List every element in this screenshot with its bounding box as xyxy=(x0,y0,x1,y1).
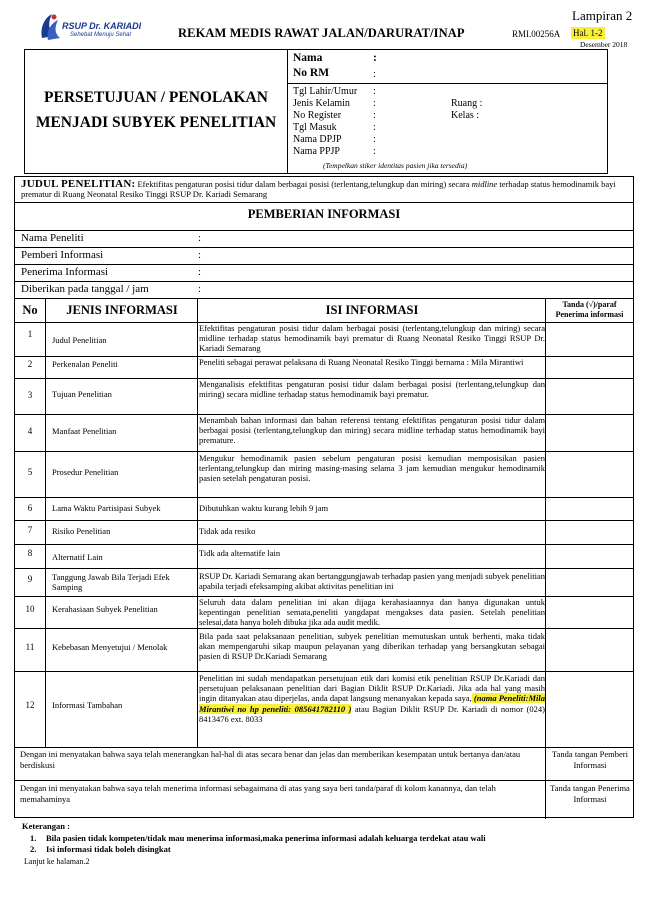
pemberi-informasi-colon: : xyxy=(198,249,202,261)
divider xyxy=(15,671,633,672)
divider xyxy=(15,281,633,282)
penerima-informasi-colon: : xyxy=(198,266,202,278)
row-no: 10 xyxy=(25,604,35,614)
id-colon: : xyxy=(373,98,376,109)
id-colon: : xyxy=(373,134,376,145)
col-line xyxy=(45,298,46,747)
id-nama-colon: : xyxy=(373,52,377,64)
statement-penerima: Dengan ini menyatakan bahwa saya telah menerima informasi sebagaimana di atas yang saya beri tanda/paraf di kolom kanannya, dan telah memahaminya xyxy=(20,783,496,804)
judul-label: JUDUL PENELITIAN: xyxy=(21,178,136,190)
col-tanda-header-line1: Tanda (√)/paraf xyxy=(562,300,617,309)
col-tanda-header xyxy=(546,300,633,320)
divider xyxy=(15,497,633,498)
keterangan-item xyxy=(30,844,171,854)
row-jenis: Kerahasiaan Subyek Penelitian xyxy=(52,604,158,614)
divider xyxy=(15,298,633,299)
main-form xyxy=(14,176,634,818)
row-no: 6 xyxy=(27,503,33,513)
id-colon: : xyxy=(373,110,376,121)
divider xyxy=(15,264,633,265)
row-no: 1 xyxy=(27,329,33,339)
id-ruang: Ruang : xyxy=(451,98,483,109)
consent-title-line2: MENJADI SUBYEK PENELITIAN xyxy=(35,114,277,131)
row-isi: Menambah bahan informasi dan bahan referensi tentang efektifitas pengaturan posisi tidur dalam berbagai posisi (terlentang,telungkup dan miring) secara midline terhadap status hemodinamik bayi premature. xyxy=(199,415,545,446)
pemberian-title: PEMBERIAN INFORMASI xyxy=(247,207,401,221)
row-isi-text: Penelitian ini sudah mendapatkan persetujuan etik dari komisi etik penelitian RSUP Dr.Kariadi dan persetujuan pelaksanaan penelitian dari Bagian Diklit RSUP Dr.Kariadi. Jika ada hal yang masih ingin ditanyakan atau diperjelas, anda dapat langsung menanyakan kepada saya, xyxy=(199,673,545,704)
nama-peneliti-label: Nama Peneliti xyxy=(21,232,84,244)
lampiran-label: Lampiran 2 xyxy=(572,8,633,23)
row-no: 2 xyxy=(27,359,33,369)
id-jenis-kelamin: Jenis Kelamin xyxy=(293,98,350,109)
row-no: 9 xyxy=(27,574,33,584)
row-isi: Bila pada saat pelaksanaan penelitian, subyek penelitian memutuskan untuk berhenti, maka tidak akan mempengaruhi sikap maupun pelayanan yang diberikan terhadap yang bersangkutan sebagai pasien di RSUP Dr.Kariadi Semarang xyxy=(199,631,545,662)
divider xyxy=(15,628,633,629)
row-isi: Efektifitas pengaturan posisi tidur dalam berbagai posisi (terlentang,telungkup dan miring) secara midline terhadap status hemodinamik bayi prematur di Ruang Neonatal Resiko Tinggi RSUP Dr. Kariadi Semarang xyxy=(199,323,545,354)
id-norm-label: No RM xyxy=(293,67,330,79)
col-line xyxy=(545,298,546,819)
sticker-note: (Tempelkan stiker identitas pasien jika tersedia) xyxy=(323,161,468,170)
col-line xyxy=(197,298,198,747)
row-isi: Dibutuhkan waktu kurang lebih 9 jam xyxy=(199,503,329,513)
divider xyxy=(15,202,633,203)
header-id-divider xyxy=(288,83,608,84)
row-isi xyxy=(199,673,545,724)
signature-pemberi: Tanda tangan Pemberi Informasi xyxy=(552,749,628,770)
keterangan-num: 1. xyxy=(30,833,37,843)
row-jenis: Manfaat Penelitian xyxy=(52,426,117,436)
divider xyxy=(15,568,633,569)
logo-name: RSUP Dr. KARIADI xyxy=(62,21,142,31)
judul-penelitian xyxy=(21,179,621,199)
row-isi-text: atau Bagian Diklit RSUP Dr. Kariadi di nomor (024) 8413476 ext. 8033 xyxy=(199,703,546,724)
id-norm-colon: : xyxy=(373,69,376,80)
row-jenis: Lama Waktu Partisipasi Subyek xyxy=(52,503,161,513)
statement-pemberi: Dengan ini menyatakan bahwa saya telah menerangkan hal-hal di atas secara benar dan jelas dan memberikan kesempatan untuk bertanya dan/atau berdiskusi xyxy=(20,749,521,770)
row-isi: Seluruh data dalam penelitian ini akan dijaga kerahasiaannya dan hanya digunakan untuk kepentingan penelitian semata,peneliti yangdapat mengakses data pasien. Setelah penelitian selesai,data hanya boleh dibuka jika ada audit medik. xyxy=(199,597,545,628)
row-isi: Peneliti sebagai perawat pelaksana di Ruang Neonatal Resiko Tinggi bernama : Mila Mirantiwi xyxy=(199,357,524,367)
judul-text-italic: midline xyxy=(471,179,498,189)
header-box xyxy=(24,49,608,174)
logo-icon xyxy=(38,12,62,42)
lanjut-note: Lanjut ke halaman.2 xyxy=(24,857,90,866)
hospital-logo xyxy=(38,12,146,44)
row-isi-highlight: (nama Peneliti:Mila Mirantiwi no hp peneliti: 085641782110 ) xyxy=(199,693,545,714)
divider xyxy=(15,230,633,231)
row-jenis: Tujuan Penelitian xyxy=(52,389,112,399)
divider xyxy=(15,247,633,248)
id-nama-ppjp: Nama PPJP xyxy=(293,146,340,157)
id-tgl-masuk: Tgl Masuk xyxy=(293,122,337,133)
id-colon: : xyxy=(373,146,376,157)
row-no: 5 xyxy=(27,467,33,477)
row-no: 11 xyxy=(25,642,35,652)
row-no: 12 xyxy=(25,700,35,710)
header-divider xyxy=(287,50,288,174)
row-jenis: Kebebasan Menyetujui / Menolak xyxy=(52,642,168,652)
id-tgl-lahir: Tgl Lahir/Umur xyxy=(293,86,358,97)
page-number: Hal. 1-2 xyxy=(573,28,603,38)
judul-text-2: terhadap status hemodinamik bayi prematur di Ruang Neonatal Resiko Tinggi RSUP Dr. Kariadi Semarang xyxy=(21,179,616,199)
pemberi-informasi-label: Pemberi Informasi xyxy=(21,249,104,261)
row-jenis: Perkenalan Peneliti xyxy=(52,359,118,369)
id-colon: : xyxy=(373,122,376,133)
tanggal-jam-colon: : xyxy=(198,283,202,295)
row-no: 8 xyxy=(27,548,33,558)
signature-penerima: Tanda tangan Penerima Informasi xyxy=(550,783,630,804)
row-isi: Tidk ada alternatife lain xyxy=(199,548,281,558)
col-no-header: No xyxy=(22,303,38,317)
row-no: 7 xyxy=(27,525,33,535)
keterangan-num: 2. xyxy=(30,844,37,854)
id-colon: : xyxy=(373,86,376,97)
divider xyxy=(15,520,633,521)
row-no: 4 xyxy=(27,426,33,436)
row-jenis: Risiko Penelitian xyxy=(52,526,111,536)
col-isi-header: ISI INFORMASI xyxy=(325,303,419,317)
form-code: RMI.00256A xyxy=(512,29,561,39)
id-nama-dpjp: Nama DPJP xyxy=(293,134,342,145)
judul-text-1: Efektifitas pengaturan posisi tidur dalam berbagai posisi (terlentang,telungkup dan miring) secara xyxy=(135,179,472,189)
divider xyxy=(15,747,633,748)
keterangan-text: Bila pasien tidak kompeten/tidak mau menerima informasi,maka penerima informasi adalah keluarga terdekat atau wali xyxy=(46,833,486,843)
tanggal-jam-label: Diberikan pada tanggal / jam xyxy=(21,283,149,295)
row-jenis: Alternatif Lain xyxy=(52,552,103,562)
divider xyxy=(15,780,633,781)
id-kelas: Kelas : xyxy=(451,110,480,121)
logo-tagline: Sehebat Menuju Sehat xyxy=(70,32,132,38)
row-jenis: Prosedur Penelitian xyxy=(52,467,119,477)
consent-title-line1: PERSETUJUAN / PENOLAKAN xyxy=(44,89,268,106)
col-tanda-header-line2: Penerima informasi xyxy=(555,310,624,319)
keterangan-title: Keterangan : xyxy=(22,821,70,831)
row-isi: Menganalisis efektifitas pengaturan posisi tidur dalam berbagai posisi (terlentang,telungkup dan miring) secara midline terhadap status hemodinamik bayi prematur. xyxy=(199,379,545,400)
row-no: 3 xyxy=(27,390,33,400)
id-no-register: No Register xyxy=(293,110,342,121)
nama-peneliti-colon: : xyxy=(198,232,202,244)
divider xyxy=(15,451,633,452)
row-jenis: Tanggung Jawab Bila Terjadi Efek Samping xyxy=(52,572,170,592)
col-jenis-header: JENIS INFORMASI xyxy=(66,303,178,317)
document-title: REKAM MEDIS RAWAT JALAN/DARURAT/INAP xyxy=(178,26,465,40)
form-date: Desember 2018 xyxy=(580,40,628,49)
row-jenis: Informasi Tambahan xyxy=(52,700,123,710)
row-isi: Mengukur hemodinamik pasien sebelum pengaturan posisi kemudian memposisikan pasien terlentang,telungkup dan miring masing-masing selama 3 jam kemudian mengukur hemodinamik pasien setelah pengaturan posisi. xyxy=(199,453,545,484)
row-isi: Tidak ada resiko xyxy=(199,526,256,536)
id-nama-label: Nama xyxy=(293,52,323,64)
penerima-informasi-label: Penerima Informasi xyxy=(21,266,109,278)
keterangan-text: Isi informasi tidak boleh disingkat xyxy=(46,844,171,854)
consent-title xyxy=(25,85,287,135)
row-isi: RSUP Dr. Kariadi Semarang akan bertanggungjawab terhadap pasien yang menjadi subyek penelitian apabila terjadi efeksamping akibat aktivitas penelitian ini xyxy=(199,571,545,592)
divider xyxy=(15,544,633,545)
keterangan-item xyxy=(30,833,486,843)
row-jenis: Judul Penelitian xyxy=(52,335,107,345)
